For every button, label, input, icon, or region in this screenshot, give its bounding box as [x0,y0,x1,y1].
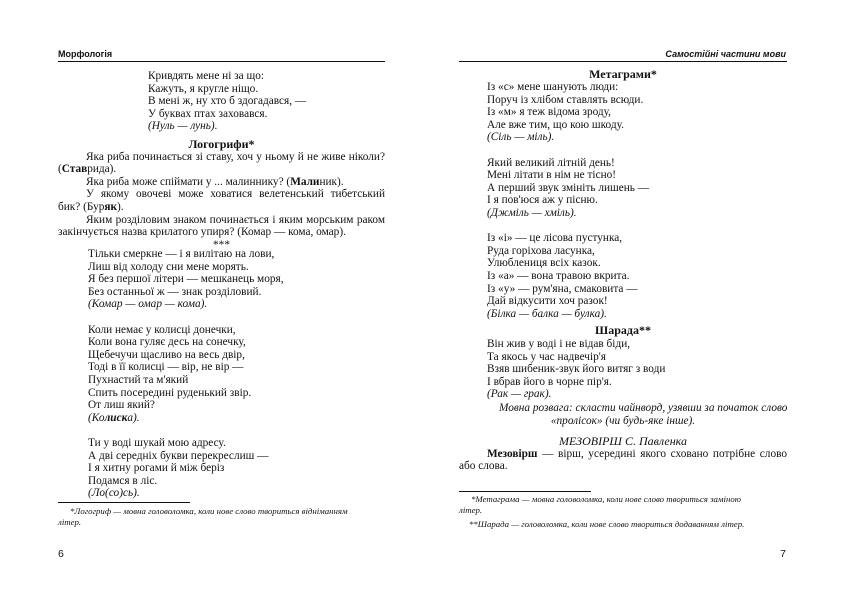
metagram-poems: Із «с» мене шанують люди: Поруч із хлібом ставлять всюди. Із «м» я теж відома зроду, Але вже тим, що кою шкоду. (Сіль — міль). Який великий літній день! Мені літати в нім не тісно! А перший звук змініть лишень — І я пов'юся аж у пісню. (Джміль — хміль). Із «і» — це лісова пустунка, Руда горіхова ласунка, Улюблениця всіх казок. Із «а» — вона травою вкрита. Із «у» — рум'яна, смаковита — Дай відкусити хоч разок! (Білка — балка — булка). [487,81,650,320]
running-head: Морфологія [58,49,113,59]
footnote: *Метаграма — мовна головоломка, коли нове слово твориться заміною літер. **Шарада — головоломка, коли нове слово твориться додаванням літер. [459,494,745,529]
riddle-text: Яка риба починається зі ставу, хоч у ньому й не живе ніколи? [86,150,385,163]
definition: або слова. [459,460,508,473]
answer: (Білка — балка — булка). [487,307,607,320]
poem-2: Тільки смеркне — і я вилітаю на лови, Лиш від холоду сни мене морять. Я без першої літери — мешканець моря, Без останньої ж — знак розділовий. (Комар — омар — кома). Коли немає у колисці донечки, Коли вона гуляє десь на сонечку, Щебечучи щасливо на весь двір, Тоді в її колисці — вір, не вір — Пухнастий та м'який Спить посередині руденький звір. От лиш який? (Колиска). Ти у воді шукай мою адресу. А дві середніх букви перекреслиш — І я хитну рогами й між беріз Подамся в ліс. (Ло(со)сь). [88,248,284,500]
metagrams-section [459,68,787,81]
page-number: 6 [58,548,64,560]
footnote: *Логогриф — мовна головоломка, коли нове слово твориться відніманням літер. [58,506,348,527]
header-rule [459,61,787,62]
language-task: Мовна розвага: скласти чайнворд, узявши за початок слово «пролісок» (чи будь-яке інше). [499,402,788,427]
poem-1: Кривдять мене ні за що: Кажуть, я кругле ніщо. В мені ж, ну хто б здогадався, — У буквах птах заховався. (Нуль — лунь). [148,70,307,133]
charade-section [459,324,787,337]
separator: *** [213,238,230,251]
section-heading: МЕЗОВІРШ С. Павленка [559,434,687,448]
riddle-text: Яка риба може спіймати у ... малиннику? (Малиник). [86,175,344,188]
section-heading: Шарада** [595,323,651,337]
right-page [423,0,846,600]
answer: (Джміль — хміль). [487,206,577,219]
riddle-text: закінчується назва крилатого упиря? (Комар — кома, омар). [58,226,346,239]
answer: (Сіль — міль). [487,131,555,144]
riddle-text: Яким розділовим знаком починається і яким морським раком [86,213,385,226]
answer: (Нуль — лунь). [148,120,218,133]
answer: (Рак — грак). [487,388,552,401]
answer: (Ло(со)сь). [88,487,140,500]
section-heading: Метаграми* [589,67,657,81]
riddle-text: (Ставрида). [58,163,117,176]
definition: Мезовірш — вірш, усередині якого сховано потрібне слово [487,447,787,460]
riddle-text: бик? (Буряк). [58,200,124,213]
header-rule [58,61,385,62]
footnote-rule [459,491,591,492]
riddle-text: У якому овочеві може ховатися велетенський тибетський [86,188,385,201]
running-head: Самостійні частини мови [665,49,786,59]
logogryphs-section [58,138,385,251]
footnote-rule [58,502,190,503]
page-number: 7 [780,548,786,560]
answer: (Комар — омар — кома). [88,298,208,311]
section-heading: Логогрифи* [188,137,255,151]
charade-poem: Він жив у воді і не відав біди, Та якось у час надвечір'я Взяв шибеник-звук його витяг з води І вбрав його в чорне пір'я. (Рак — грак). [487,338,666,401]
answer: (Колиска). [88,411,140,424]
mezovirsh-section [459,435,787,473]
